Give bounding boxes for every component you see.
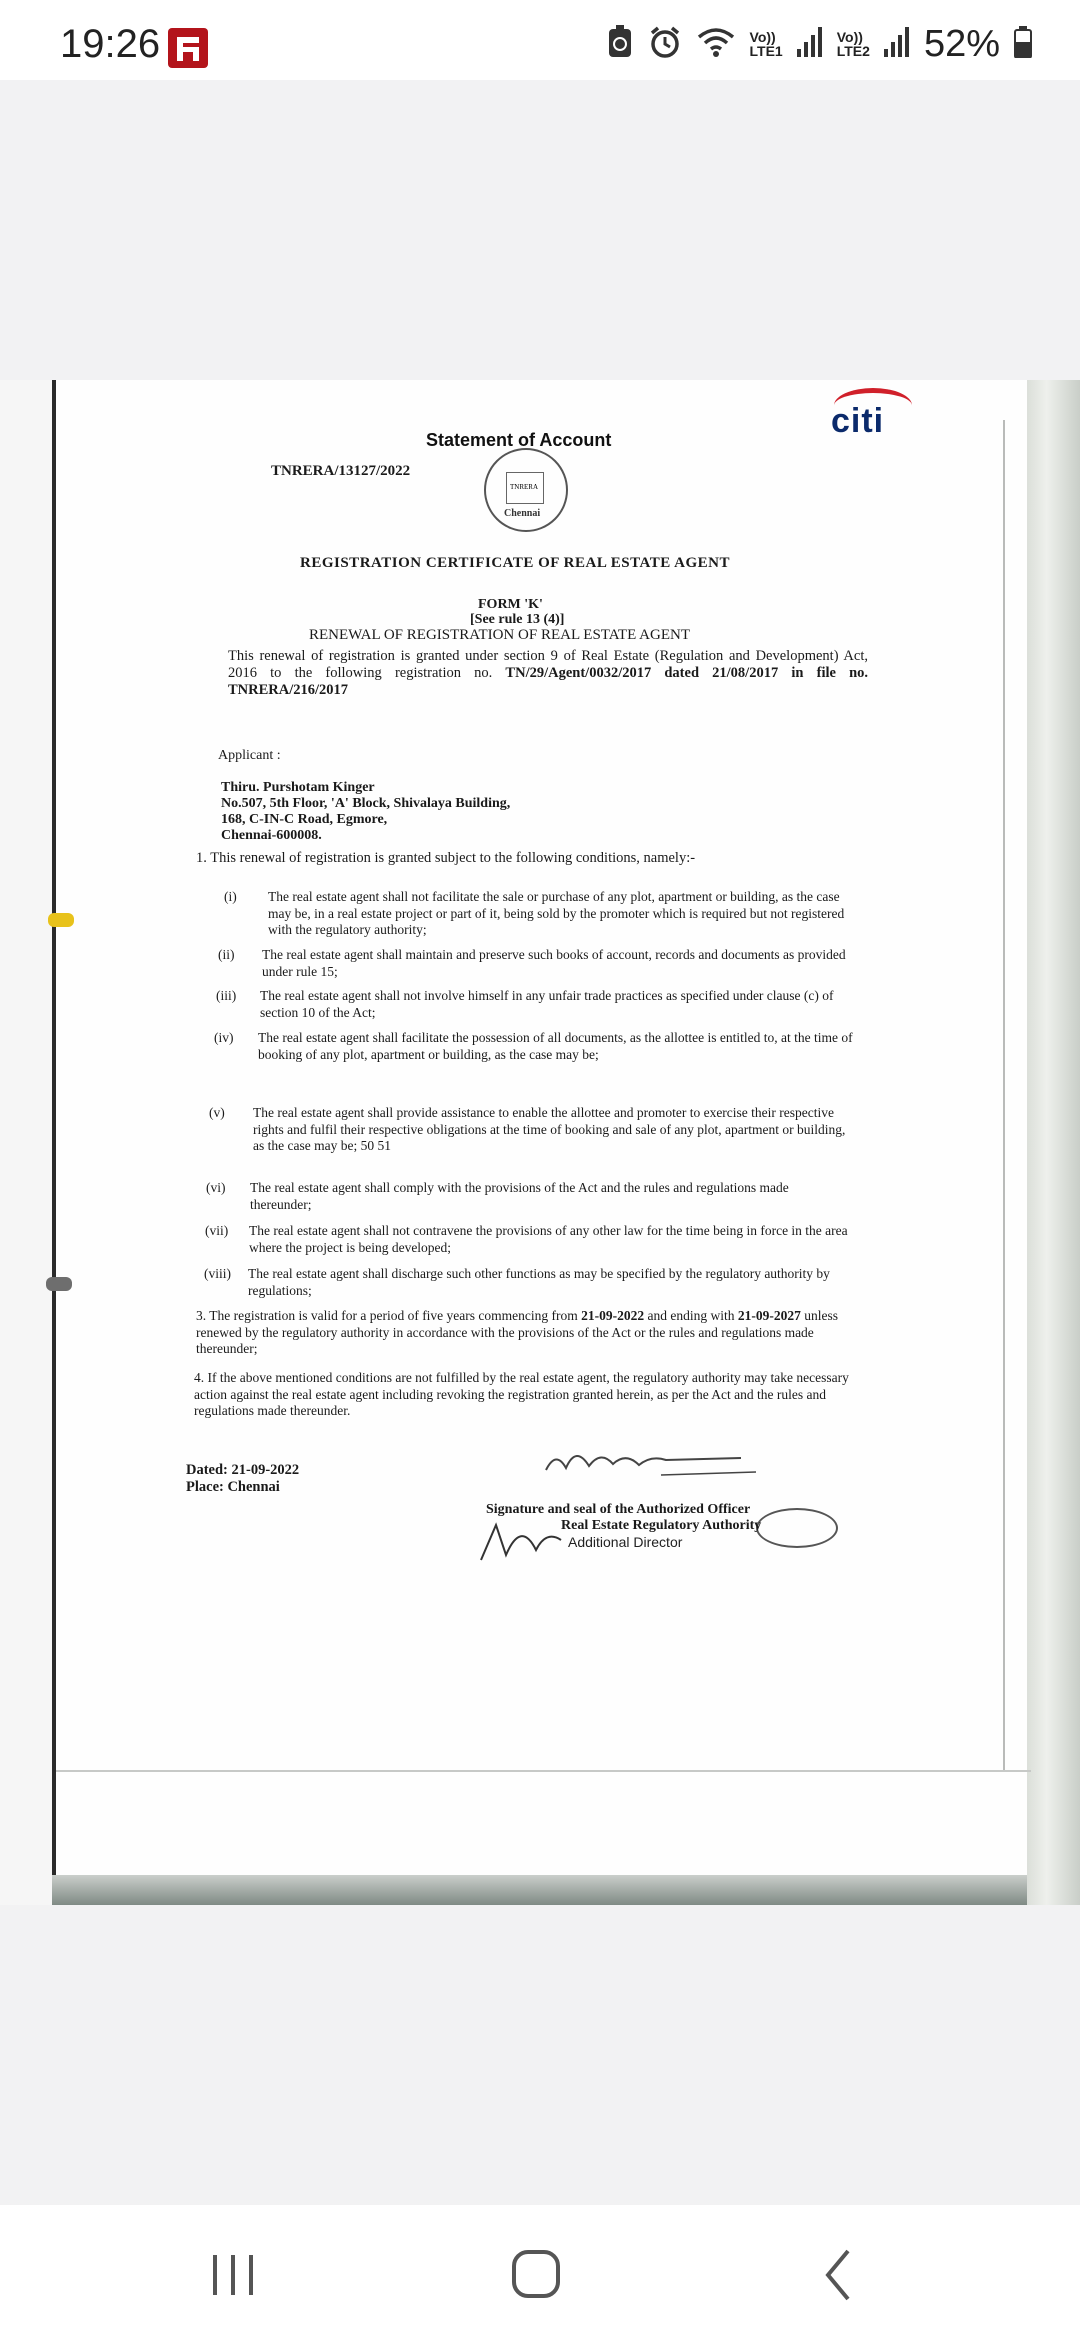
- battery-icon: [1014, 26, 1032, 63]
- condition-item: (v) The real estate agent shall provide assistance to enable the allottee and promoter to exercise their respective rights and fulfil their respective obligations at the time of booking and sale of any plot, apartment or building, as the case may be; 50 51: [209, 1105, 846, 1153]
- date-place: Dated: 21-09-2022 Place: Chennai: [186, 1462, 300, 1495]
- wifi-icon: [696, 25, 736, 64]
- condition-item: (vii) The real estate agent shall not contravene the provisions of any other law for the time being in force in the area where the project is being developed;: [205, 1223, 848, 1255]
- signal-icon: [884, 27, 910, 62]
- signal-icon: [797, 27, 823, 62]
- home-button[interactable]: [500, 2245, 580, 2305]
- document-image-viewer[interactable]: [0, 380, 1080, 1905]
- condition-item: (viii) The real estate agent shall discharge such other functions as may be specified by the regulatory authority by regulations;: [204, 1266, 830, 1298]
- condition-item: (i) The real estate agent shall not facilitate the sale or purchase of any plot, apartment or building, as the case may be, in a real estate project or part of it, being sold by the promoter which is required but not registered with the regulatory authority;: [224, 889, 845, 937]
- citi-logo: citi: [831, 402, 885, 440]
- volte-lte1: Vo)) LTE1: [749, 29, 783, 59]
- authority-name: Real Estate Regulatory Authority: [561, 1518, 762, 1533]
- reference-number: TNRERA/13127/2022: [271, 463, 411, 479]
- signature-caption: Signature and seal of the Authorized Officer: [486, 1502, 751, 1517]
- validity-paragraph: 3. The registration is valid for a period of five years commencing from 21-09-2022 and ending with 21-09-2027 unless renewed by the regulatory authority in accordance with the provisions of the Act or the rules and regulations made thereunder;: [196, 1308, 839, 1356]
- status-icons: [606, 24, 1032, 64]
- condition-item: (ii) The real estate agent shall maintain and preserve such books of account, records and documents as provided under rule 15;: [218, 947, 846, 979]
- navigation-bar: [0, 2205, 1080, 2340]
- condition-item: (iii) The real estate agent shall not involve himself in any unfair trade practices as specified under clause (c) of section 10 of the Act;: [216, 988, 834, 1020]
- home-icon: [500, 2245, 580, 2305]
- volte-lte2: Vo)) LTE2: [836, 29, 870, 59]
- clock: 19:26: [60, 22, 161, 66]
- intro-paragraph: This renewal of registration is granted under section 9 of Real Estate (Regulation and Development) Act, 2016 to the following registration no. TN/29/Agent/0032/2017 dated 21/08/2017 in file no. TNRERA/216/2017: [228, 648, 869, 698]
- officer-designation: Additional Director: [568, 1534, 683, 1550]
- first-app-icon: [168, 28, 208, 68]
- condition-item: (iv) The real estate agent shall facilitate the possession of all documents, as the allottee is entitled to, at the time of booking of any plot, apartment or building, as the case may be;: [214, 1030, 853, 1062]
- binder-clip-icon: [48, 913, 74, 927]
- seal-center-text: TNRERA: [510, 483, 538, 491]
- page-bottom-edge: [52, 1870, 1027, 1905]
- back-button[interactable]: [800, 2245, 880, 2305]
- recents-button[interactable]: [193, 2245, 273, 2305]
- seal-label: Chennai: [504, 508, 541, 519]
- condition-item: (vi) The real estate agent shall comply with the provisions of the Act and the rules and regulations made thereunder;: [206, 1180, 789, 1212]
- rule-label: [See rule 13 (4)]: [470, 612, 565, 627]
- conditions-breach-paragraph: 4. If the above mentioned conditions are not fulfilled by the real estate agent, the regulatory authority may take necessary action against the real estate agent including revoking the registration granted herein, as per the Act and the rules and regulations made thereunder.: [194, 1370, 849, 1418]
- certificate-title: REGISTRATION CERTIFICATE OF REAL ESTATE AGENT: [300, 555, 730, 571]
- applicant-label: Applicant :: [218, 748, 281, 763]
- alarm-icon: [648, 25, 682, 64]
- sync-icon: [606, 25, 634, 64]
- applicant-address: Thiru. Purshotam Kinger No.507, 5th Floor, 'A' Block, Shivalaya Building, 168, C-IN-C Road, Egmore, Chennai-600008.: [221, 780, 511, 843]
- initials-signature-icon: [476, 1510, 566, 1570]
- battery-percent: 52%: [923, 22, 1000, 65]
- conditions-intro: 1. This renewal of registration is granted subject to the following conditions, namely:-: [196, 850, 696, 866]
- recents-icon: [193, 2245, 273, 2305]
- stacked-pages-edge: [1024, 380, 1080, 1905]
- scanned-document: [52, 380, 1027, 1875]
- status-bar: [0, 0, 1080, 80]
- rera-seal: [484, 448, 568, 532]
- signature-icon: [541, 1430, 771, 1485]
- binder-clip-icon: [46, 1277, 72, 1291]
- renewal-title: RENEWAL OF REGISTRATION OF REAL ESTATE AGENT: [309, 627, 691, 643]
- official-stamp-icon: [756, 1508, 838, 1548]
- statement-title: Statement of Account: [426, 430, 612, 450]
- form-label: FORM 'K': [478, 597, 543, 612]
- back-icon: [800, 2245, 880, 2305]
